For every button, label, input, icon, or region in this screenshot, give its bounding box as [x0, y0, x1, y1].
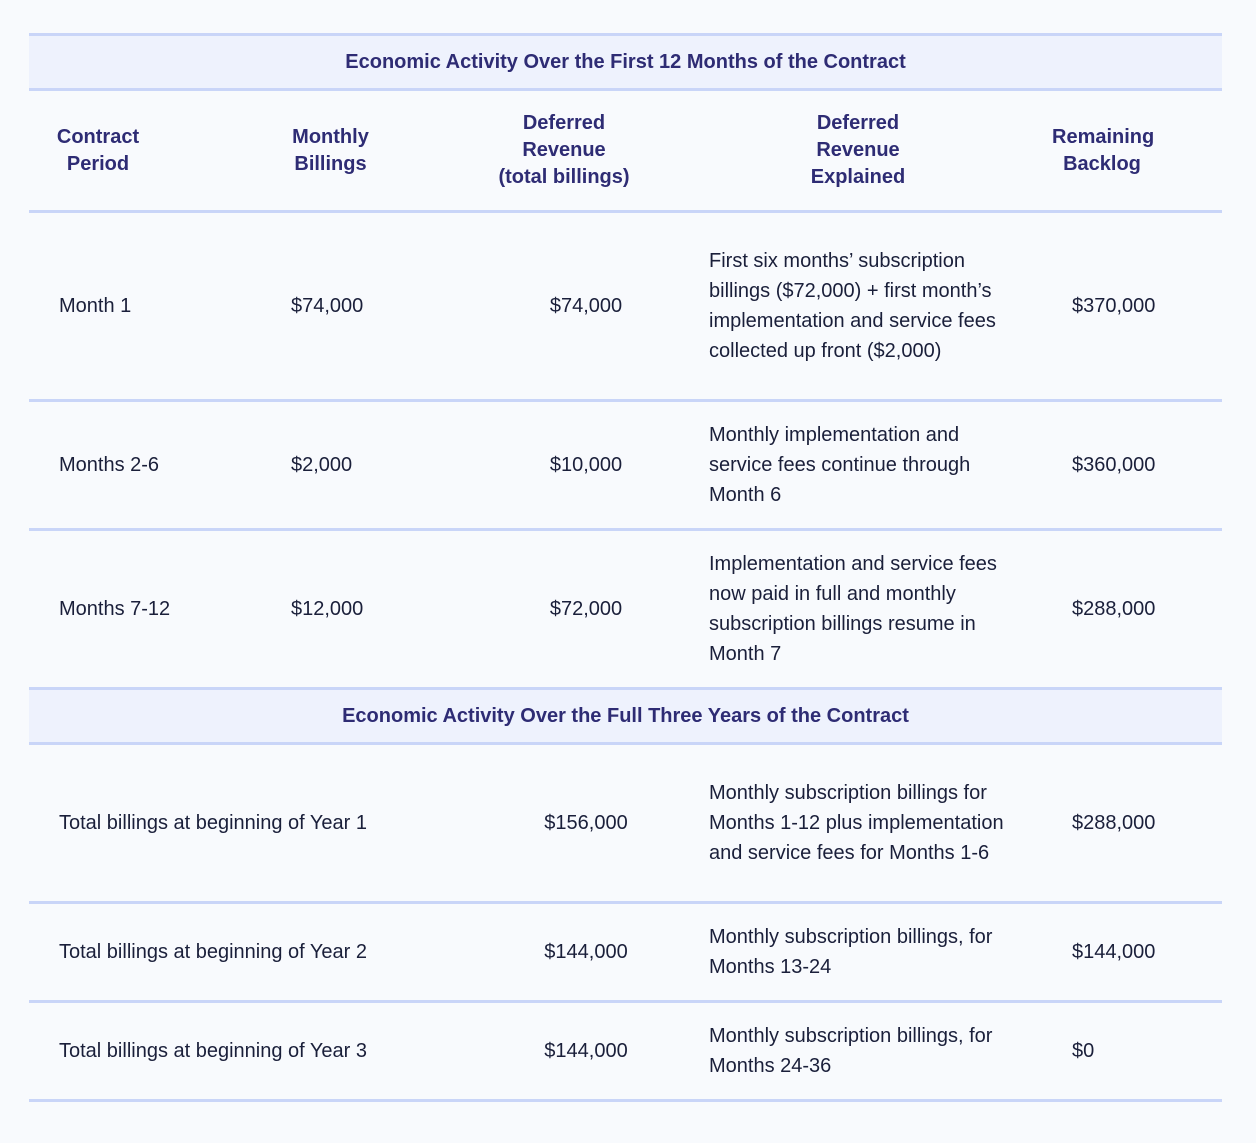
cell-explained: Monthly subscription billings, for Months 24-36	[709, 1025, 993, 1077]
cell-explained: Monthly subscription billings for Months 1-12 plus implementation and service fees for Months 1-6	[709, 782, 1004, 864]
cell-deferred-revenue: $10,000	[549, 454, 623, 476]
cell-period: Total billings at beginning of Year 1	[59, 812, 368, 834]
section-header-first-12-months	[29, 33, 1222, 91]
cell-deferred-revenue: $74,000	[549, 295, 623, 317]
cell-monthly-billings: $74,000	[291, 295, 364, 317]
cell-backlog: $288,000	[1072, 812, 1156, 834]
col-header-monthly-billings	[167, 124, 494, 178]
col-header-contract-period	[29, 124, 167, 178]
cell-deferred-revenue: $144,000	[544, 1040, 628, 1062]
table-row	[29, 1003, 1222, 1102]
header-line: Revenue	[816, 139, 900, 161]
cell-period: Total billings at beginning of Year 3	[59, 1040, 368, 1062]
header-line: Contract	[56, 125, 140, 148]
cell-backlog: $288,000	[1072, 598, 1156, 620]
cell-backlog: $370,000	[1072, 295, 1156, 317]
cell-deferred-revenue: $144,000	[544, 941, 628, 963]
header-line: Billings	[294, 152, 367, 175]
column-header-row	[29, 91, 1222, 213]
header-line: Deferred	[522, 112, 606, 134]
table-row	[29, 904, 1222, 1003]
header-line: (total billings)	[498, 166, 630, 188]
cell-deferred-revenue: $156,000	[544, 812, 628, 834]
cell-monthly-billings: $12,000	[291, 598, 364, 620]
header-line: Deferred	[816, 112, 900, 134]
header-line: Remaining	[1052, 125, 1155, 148]
header-line: Backlog	[1063, 152, 1141, 175]
cell-backlog: $144,000	[1072, 941, 1156, 963]
cell-backlog: $360,000	[1072, 454, 1156, 476]
table-row	[29, 531, 1222, 687]
cell-explained: First six months’ subscription billings ($72,000) + first month’s implementation and service fees collected up front ($2,000)	[709, 250, 996, 362]
table-row	[29, 745, 1222, 904]
header-line: Explained	[810, 166, 906, 188]
section-header-full-three-years	[29, 687, 1222, 745]
table-row	[29, 213, 1222, 402]
table-row	[29, 402, 1222, 531]
section-title: Economic Activity Over the First 12 Months of the Contract	[345, 50, 906, 73]
col-header-remaining-backlog	[1052, 124, 1155, 178]
cell-period: Months 7-12	[59, 598, 171, 620]
cell-deferred-revenue: $72,000	[549, 598, 623, 620]
col-header-deferred-revenue	[494, 110, 634, 191]
cell-period: Month 1	[59, 295, 132, 317]
cell-explained: Implementation and service fees now paid in full and monthly subscription billings resume in Month 7	[709, 553, 997, 665]
col-header-deferred-revenue-explained	[634, 110, 1082, 191]
cell-explained: Monthly implementation and service fees continue through Month 6	[709, 424, 971, 506]
header-line: Monthly	[292, 125, 369, 148]
cell-backlog: $0	[1072, 1040, 1095, 1062]
cell-period: Total billings at beginning of Year 2	[59, 941, 368, 963]
section-title: Economic Activity Over the Full Three Years of the Contract	[342, 704, 909, 727]
cell-monthly-billings: $2,000	[291, 454, 353, 476]
cell-period: Months 2-6	[59, 454, 160, 476]
header-line: Revenue	[522, 139, 606, 161]
header-line: Period	[66, 152, 130, 175]
economic-activity-table	[29, 33, 1222, 1102]
cell-explained: Monthly subscription billings, for Months 13-24	[709, 926, 993, 978]
